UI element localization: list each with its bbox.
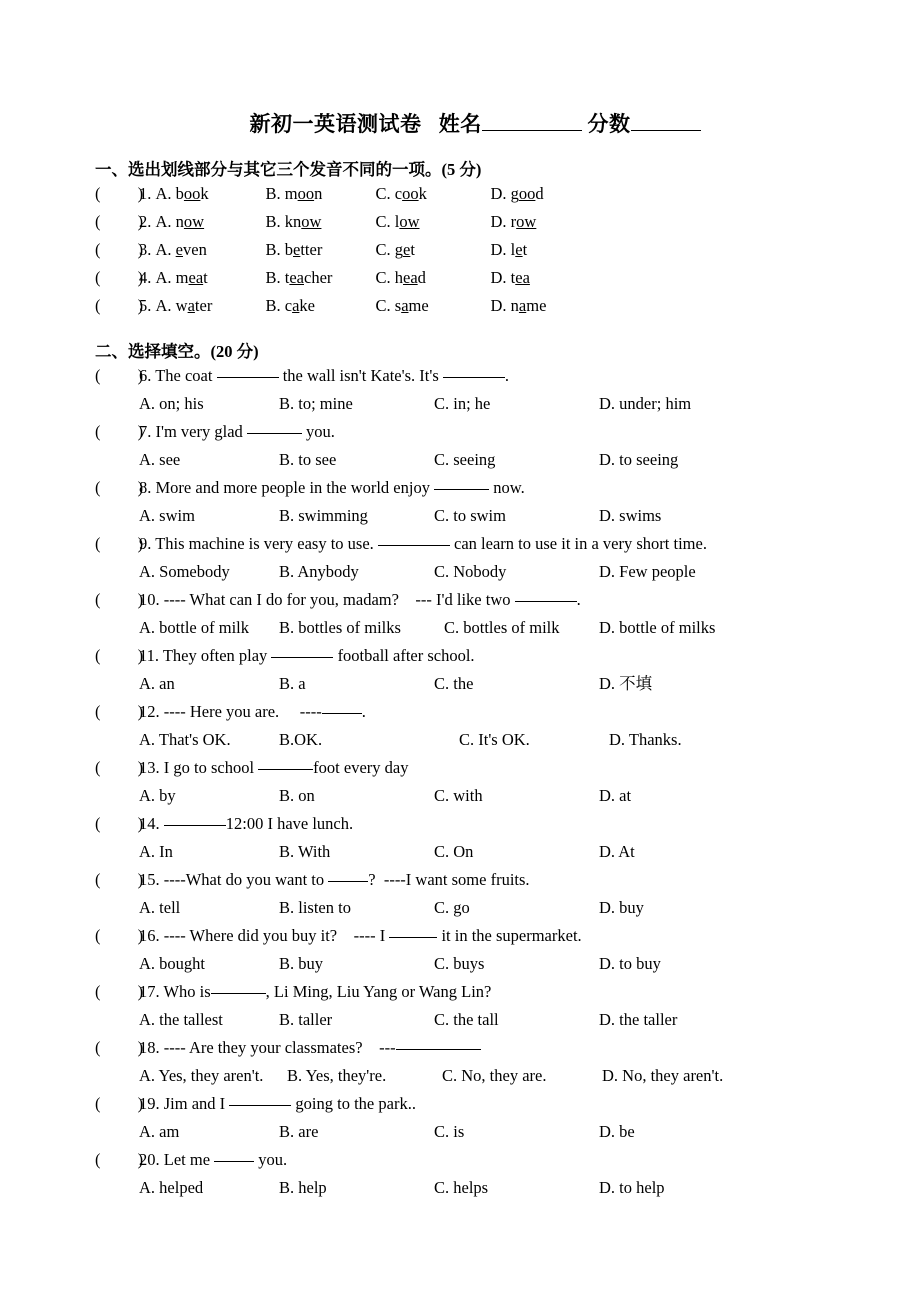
option-text-post: ke xyxy=(299,296,315,315)
option-choice[interactable]: C. with xyxy=(434,786,483,805)
section-1-heading: 一、选出划线部分与其它三个发音不同的一项。(5 分) xyxy=(95,160,482,179)
option-choice[interactable]: D. Few people xyxy=(599,562,696,581)
underlined-part: ow xyxy=(516,212,537,231)
option-choice[interactable]: D. be xyxy=(599,1122,635,1141)
option-choice[interactable]: A. helped xyxy=(139,1178,204,1197)
underlined-part: a xyxy=(518,296,527,315)
stem-text: 17. Who is xyxy=(139,982,211,1001)
option-choice[interactable]: B. bottles of milks xyxy=(279,618,401,637)
option-choice[interactable]: D. the taller xyxy=(599,1010,678,1029)
answer-blank[interactable] xyxy=(217,377,279,378)
stem-text: you. xyxy=(301,422,335,441)
question-row xyxy=(0,236,920,264)
question-row xyxy=(0,922,920,950)
option-choice[interactable]: B. Yes, they're. xyxy=(287,1066,387,1085)
option-choice[interactable]: C. On xyxy=(434,842,474,861)
stem-text: 20. Let me xyxy=(139,1150,215,1169)
stem-text: 15. ----What do you want to xyxy=(139,870,329,889)
question-row xyxy=(0,292,920,320)
option-choice[interactable]: A. bottle of milk xyxy=(139,618,249,637)
answer-bracket[interactable]: ( ) xyxy=(95,1038,144,1057)
answer-bracket[interactable]: ( ) xyxy=(95,1094,144,1113)
option-choice[interactable]: C. the xyxy=(434,674,474,693)
option-text-pre: D. r xyxy=(490,212,517,231)
question-number: 5. xyxy=(139,296,156,315)
underlined-part: ow xyxy=(183,212,205,231)
stem-text: 19. Jim and I xyxy=(139,1094,230,1113)
option-choice[interactable]: C. helps xyxy=(434,1178,489,1197)
underlined-part: ea xyxy=(515,268,530,287)
option-choice[interactable]: A. Yes, they aren't. xyxy=(139,1066,264,1085)
question-row xyxy=(0,978,920,1006)
stem-text: it in the supermarket. xyxy=(437,926,582,945)
answer-bracket[interactable]: ( ) xyxy=(95,422,144,441)
question-row xyxy=(0,264,920,292)
answer-bracket[interactable]: ( ) xyxy=(95,646,144,665)
option-text-pre: D. t xyxy=(490,268,516,287)
answer-blank[interactable] xyxy=(247,433,302,434)
option-choice[interactable]: D. to buy xyxy=(599,954,661,973)
stem-text: can learn to use it in a very short time. xyxy=(449,534,707,553)
question-stem xyxy=(139,1090,416,1118)
question-row xyxy=(0,698,920,726)
stem-text: , Li Ming, Liu Yang or Wang Lin? xyxy=(265,982,492,1001)
question-stem xyxy=(139,698,366,726)
question-stem xyxy=(139,642,475,670)
stem-text: 18. ---- Are they your classmates? --- xyxy=(139,1038,396,1057)
option-a[interactable] xyxy=(156,264,266,292)
option-choice[interactable]: B. to see xyxy=(279,450,337,469)
option-text-pre: C. l xyxy=(375,212,400,231)
option-text-pre: C. s xyxy=(375,296,402,315)
question-row xyxy=(0,180,920,208)
stem-text: . xyxy=(576,590,581,609)
option-text-pre: A. xyxy=(155,240,176,259)
answer-bracket[interactable]: ( ) xyxy=(95,366,144,385)
option-text-post: n xyxy=(314,184,323,203)
option-row xyxy=(0,390,920,418)
option-a[interactable] xyxy=(156,208,266,236)
question-row xyxy=(0,1090,920,1118)
underlined-part: e xyxy=(293,240,301,259)
option-choice[interactable]: A. by xyxy=(139,786,176,805)
question-row xyxy=(0,362,920,390)
section-2-questions xyxy=(0,362,920,1202)
option-text-post: ter xyxy=(194,296,213,315)
option-choice[interactable]: B. are xyxy=(279,1122,319,1141)
option-choice[interactable]: A. the tallest xyxy=(139,1010,223,1029)
option-text-post: me xyxy=(526,296,547,315)
option-row xyxy=(0,950,920,978)
stem-text: 7. I'm very glad xyxy=(139,422,247,441)
question-row xyxy=(0,530,920,558)
underlined-part: ea xyxy=(403,268,418,287)
option-c[interactable] xyxy=(376,236,491,264)
option-text-post: d xyxy=(417,268,426,287)
option-choice[interactable]: A. That's OK. xyxy=(139,730,231,749)
section-2-heading: 二、选择填空。(20 分) xyxy=(95,342,259,361)
answer-blank[interactable] xyxy=(378,545,450,546)
stem-text: . xyxy=(361,702,366,721)
stem-text: the wall isn't Kate's. It's xyxy=(278,366,443,385)
underlined-part: oo xyxy=(402,184,419,203)
section-1-questions xyxy=(0,180,920,320)
score-blank-line xyxy=(631,130,701,131)
option-a[interactable] xyxy=(156,236,266,264)
question-row xyxy=(0,1034,920,1062)
option-choice[interactable]: D. to seeing xyxy=(599,450,679,469)
option-choice[interactable]: C. bottles of milk xyxy=(444,618,560,637)
underlined-part: oo xyxy=(518,184,536,203)
stem-text: 14. xyxy=(139,814,164,833)
option-row xyxy=(0,1006,920,1034)
question-number: 2. xyxy=(139,212,156,231)
option-c[interactable] xyxy=(376,264,491,292)
option-text-pre: B. t xyxy=(265,268,290,287)
stem-text: 10. ---- What can I do for you, madam? --- I'd like two xyxy=(139,590,515,609)
option-d[interactable] xyxy=(491,208,537,236)
answer-bracket[interactable]: ( ) xyxy=(95,758,144,777)
option-choice[interactable]: D. buy xyxy=(599,898,644,917)
question-number: 4. xyxy=(139,268,156,287)
option-text-post: t xyxy=(410,240,415,259)
question-stem xyxy=(139,810,353,838)
stem-text: foot every day xyxy=(313,758,409,777)
answer-blank[interactable] xyxy=(396,1049,481,1050)
answer-bracket[interactable]: ( ) xyxy=(95,240,144,259)
answer-bracket[interactable]: ( ) xyxy=(95,478,144,497)
answer-bracket[interactable]: ( ) xyxy=(95,982,144,1001)
option-text-pre: D. n xyxy=(490,296,519,315)
option-text-pre: C. g xyxy=(375,240,404,259)
option-text-pre: D. g xyxy=(490,184,519,203)
stem-text: 8. More and more people in the world enjoy xyxy=(139,478,435,497)
option-text-post: ven xyxy=(183,240,207,259)
option-text-post: me xyxy=(408,296,429,315)
option-choice[interactable]: D. Thanks. xyxy=(609,730,682,749)
option-choice[interactable]: A. Somebody xyxy=(139,562,230,581)
answer-bracket[interactable]: ( ) xyxy=(95,870,144,889)
underlined-part: ea xyxy=(289,268,304,287)
option-text-post: cher xyxy=(304,268,333,287)
option-choice[interactable]: A. am xyxy=(139,1122,180,1141)
option-choice[interactable]: B. buy xyxy=(279,954,324,973)
option-b[interactable] xyxy=(266,264,376,292)
option-choice[interactable]: C. in; he xyxy=(434,394,491,413)
option-choice[interactable]: C. is xyxy=(434,1122,465,1141)
option-choice[interactable]: B. listen to xyxy=(279,898,351,917)
answer-blank[interactable] xyxy=(328,881,368,882)
question-stem xyxy=(139,586,581,614)
answer-blank[interactable] xyxy=(258,769,313,770)
option-choice[interactable]: B. to; mine xyxy=(279,394,353,413)
question-row xyxy=(0,208,920,236)
stem-text: 16. ---- Where did you buy it? ---- I xyxy=(139,926,390,945)
question-row xyxy=(0,642,920,670)
option-choice[interactable]: C. go xyxy=(434,898,470,917)
question-row xyxy=(0,418,920,446)
option-d[interactable] xyxy=(491,180,544,208)
question-number: 1. xyxy=(139,184,156,203)
option-row xyxy=(0,894,920,922)
option-row xyxy=(0,670,920,698)
question-stem xyxy=(139,1146,287,1174)
option-choice[interactable]: C. Nobody xyxy=(434,562,507,581)
stem-text: 9. This machine is very easy to use. xyxy=(139,534,378,553)
option-row xyxy=(0,558,920,586)
question-row xyxy=(0,586,920,614)
answer-bracket[interactable]: ( ) xyxy=(95,702,144,721)
option-choice[interactable]: D. 不填 xyxy=(599,674,653,693)
option-choice[interactable]: C. seeing xyxy=(434,450,496,469)
option-choice[interactable]: B. Anybody xyxy=(279,562,359,581)
underlined-part: ea xyxy=(188,268,204,287)
option-text-post: tter xyxy=(300,240,323,259)
option-text-post: d xyxy=(535,184,544,203)
option-choice[interactable]: C. No, they are. xyxy=(442,1066,547,1085)
option-choice[interactable]: B. taller xyxy=(279,1010,333,1029)
underlined-part: ow xyxy=(399,212,420,231)
underlined-part: e xyxy=(403,240,411,259)
stem-text: football after school. xyxy=(333,646,475,665)
question-stem xyxy=(139,418,335,446)
option-d[interactable] xyxy=(491,264,530,292)
option-choice[interactable]: D. under; him xyxy=(599,394,692,413)
score-label: 分数 xyxy=(587,112,631,136)
option-d[interactable] xyxy=(491,292,547,320)
answer-blank[interactable] xyxy=(322,713,362,714)
stem-text: 13. I go to school xyxy=(139,758,259,777)
answer-blank[interactable] xyxy=(443,377,505,378)
option-row xyxy=(0,1062,920,1090)
option-b[interactable] xyxy=(266,292,376,320)
answer-blank[interactable] xyxy=(271,657,333,658)
question-stem xyxy=(139,754,408,782)
option-d[interactable] xyxy=(491,236,528,264)
option-row xyxy=(0,502,920,530)
underlined-part: oo xyxy=(297,184,315,203)
option-choice[interactable]: A. swim xyxy=(139,506,195,525)
stem-text: you. xyxy=(254,1150,288,1169)
option-choice[interactable]: D. bottle of milks xyxy=(599,618,716,637)
option-a[interactable] xyxy=(156,180,266,208)
question-row xyxy=(0,474,920,502)
option-text-pre: B. m xyxy=(265,184,298,203)
option-b[interactable] xyxy=(266,236,376,264)
option-text-post: t xyxy=(203,268,208,287)
question-stem xyxy=(139,866,530,894)
option-text-post: k xyxy=(418,184,427,203)
option-choice[interactable]: A. bought xyxy=(139,954,205,973)
question-row xyxy=(0,866,920,894)
option-choice[interactable]: B.OK. xyxy=(279,730,323,749)
option-choice[interactable]: D. at xyxy=(599,786,632,805)
option-text-pre: A. m xyxy=(155,268,189,287)
underlined-part: a xyxy=(187,296,195,315)
name-blank-line xyxy=(482,130,582,131)
underlined-part: e xyxy=(175,240,183,259)
option-row xyxy=(0,782,920,810)
underlined-part: oo xyxy=(183,184,201,203)
option-choice[interactable]: B. a xyxy=(279,674,306,693)
option-text-pre: B. c xyxy=(265,296,293,315)
option-text-pre: D. l xyxy=(490,240,516,259)
option-row xyxy=(0,614,920,642)
option-text-pre: B. kn xyxy=(265,212,302,231)
option-text-post: t xyxy=(522,240,528,259)
underlined-part: e xyxy=(515,240,523,259)
answer-blank[interactable] xyxy=(229,1105,291,1106)
answer-bracket[interactable]: ( ) xyxy=(95,1150,144,1169)
question-row xyxy=(0,810,920,838)
question-stem xyxy=(139,474,525,502)
option-choice[interactable]: D. swims xyxy=(599,506,662,525)
option-row xyxy=(0,726,920,754)
stem-text: 12. ---- Here you are. ---- xyxy=(139,702,322,721)
option-text-pre: C. c xyxy=(375,184,403,203)
question-stem xyxy=(139,362,509,390)
option-text-pre: A. b xyxy=(155,184,184,203)
answer-bracket[interactable]: ( ) xyxy=(95,814,144,833)
question-stem xyxy=(139,1034,481,1062)
underlined-part: a xyxy=(292,296,300,315)
answer-blank[interactable] xyxy=(214,1161,254,1162)
option-c[interactable] xyxy=(376,208,491,236)
option-b[interactable] xyxy=(266,180,376,208)
question-stem xyxy=(139,922,582,950)
option-b[interactable] xyxy=(266,208,376,236)
option-choice[interactable]: C. to swim xyxy=(434,506,506,525)
answer-blank[interactable] xyxy=(515,601,577,602)
option-choice[interactable]: C. the tall xyxy=(434,1010,499,1029)
answer-blank[interactable] xyxy=(164,825,226,826)
option-row xyxy=(0,1118,920,1146)
option-choice[interactable]: A. In xyxy=(139,842,173,861)
option-choice[interactable]: A. see xyxy=(139,450,181,469)
question-stem xyxy=(139,530,707,558)
option-row xyxy=(0,1174,920,1202)
question-stem xyxy=(139,978,491,1006)
option-text-pre: C. h xyxy=(375,268,404,287)
option-choice[interactable]: B. on xyxy=(279,786,315,805)
underlined-part: ow xyxy=(301,212,322,231)
stem-text: 12:00 I have lunch. xyxy=(225,814,354,833)
question-number: 3. xyxy=(139,240,156,259)
answer-blank[interactable] xyxy=(389,937,437,938)
option-choice[interactable]: D. At xyxy=(599,842,635,861)
option-choice[interactable]: B. help xyxy=(279,1178,327,1197)
option-choice[interactable]: D. to help xyxy=(599,1178,665,1197)
option-choice[interactable]: A. tell xyxy=(139,898,181,917)
option-choice[interactable]: B. With xyxy=(279,842,331,861)
option-text-pre: A. n xyxy=(155,212,184,231)
answer-bracket[interactable]: ( ) xyxy=(95,296,144,315)
answer-bracket[interactable]: ( ) xyxy=(95,184,144,203)
answer-blank[interactable] xyxy=(434,489,489,490)
option-choice[interactable]: D. No, they aren't. xyxy=(602,1066,724,1085)
option-text-post: k xyxy=(200,184,209,203)
option-choice[interactable]: C. buys xyxy=(434,954,485,973)
option-choice[interactable]: C. It's OK. xyxy=(459,730,530,749)
option-text-pre: A. w xyxy=(155,296,188,315)
stem-text: going to the park.. xyxy=(291,1094,416,1113)
option-choice[interactable]: A. on; his xyxy=(139,394,204,413)
answer-bracket[interactable]: ( ) xyxy=(95,590,144,609)
option-text-pre: B. b xyxy=(265,240,294,259)
option-row xyxy=(0,838,920,866)
answer-bracket[interactable]: ( ) xyxy=(95,212,144,231)
option-choice[interactable]: B. swimming xyxy=(279,506,368,525)
option-c[interactable] xyxy=(376,292,491,320)
underlined-part: a xyxy=(401,296,409,315)
answer-bracket[interactable]: ( ) xyxy=(95,534,144,553)
option-choice[interactable]: A. an xyxy=(139,674,175,693)
stem-text: ? ----I want some fruits. xyxy=(368,870,530,889)
question-row xyxy=(0,1146,920,1174)
stem-text: . xyxy=(504,366,509,385)
answer-bracket[interactable]: ( ) xyxy=(95,926,144,945)
answer-bracket[interactable]: ( ) xyxy=(95,268,144,287)
stem-text: now. xyxy=(489,478,525,497)
page-title xyxy=(0,0,920,138)
stem-text: 11. They often play xyxy=(139,646,272,665)
stem-text: 6. The coat xyxy=(139,366,217,385)
question-row xyxy=(0,754,920,782)
option-c[interactable] xyxy=(376,180,491,208)
page-title-text: 新初一英语测试卷 姓名 xyxy=(249,112,482,136)
option-row xyxy=(0,446,920,474)
option-a[interactable] xyxy=(156,292,266,320)
answer-blank[interactable] xyxy=(211,993,266,994)
